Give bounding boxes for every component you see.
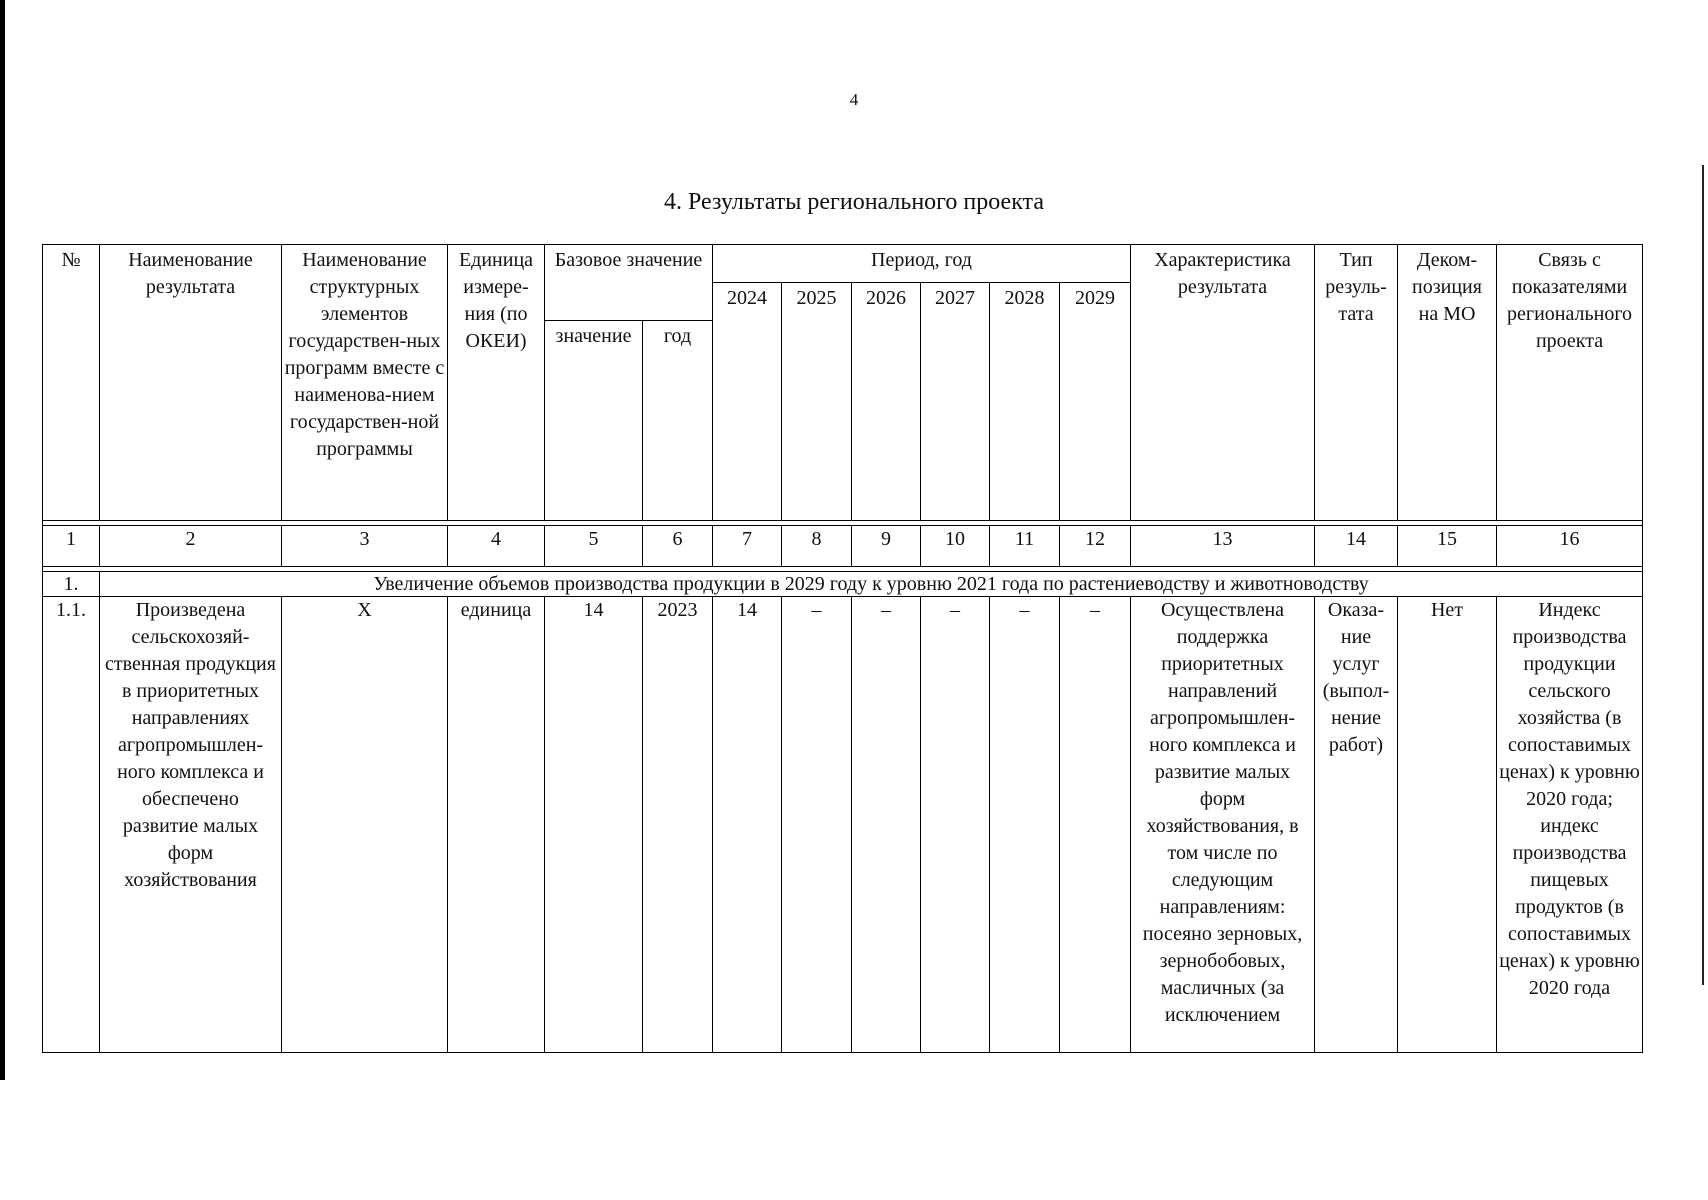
column-number: 14 bbox=[1315, 526, 1398, 567]
column-number: 1 bbox=[43, 526, 100, 567]
value-2027: – bbox=[921, 597, 990, 1053]
column-number: 6 bbox=[643, 526, 713, 567]
header-base-value-year: год bbox=[643, 321, 713, 521]
column-number: 4 bbox=[448, 526, 545, 567]
header-base-value-value: значение bbox=[545, 321, 643, 521]
page-title: 4. Результаты регионального проекта bbox=[664, 189, 1044, 215]
results-table bbox=[42, 244, 1643, 1053]
column-number-row bbox=[43, 526, 1643, 567]
section-number: 1. bbox=[43, 572, 100, 597]
scan-left-edge bbox=[0, 0, 5, 1080]
result-name: Произведена сельскохозяй-ственная продукция в приоритетных направлениях агропромышлен-ного комплекса и обеспечено развитие малых форм хозяйствования bbox=[100, 597, 282, 1053]
header-year-2029: 2029 bbox=[1060, 283, 1131, 521]
column-number: 12 bbox=[1060, 526, 1131, 567]
section-row bbox=[43, 572, 1643, 597]
header-year-2028: 2028 bbox=[990, 283, 1060, 521]
table-row bbox=[43, 597, 1643, 1053]
base-year: 2023 bbox=[643, 597, 713, 1053]
column-number: 5 bbox=[545, 526, 643, 567]
header-base-value: Базовое значение bbox=[545, 245, 713, 321]
header-year-2024: 2024 bbox=[713, 283, 782, 521]
header-period: Период, год bbox=[713, 245, 1131, 283]
result-characteristic: Осуществлена поддержка приоритетных направлений агропромышлен-ного комплекса и развитие малых форм хозяйствования, в том числе по следующим направлениям: посеяно зерновых, зернобобовых, масличных (за исключением bbox=[1131, 597, 1315, 1053]
column-number: 16 bbox=[1497, 526, 1643, 567]
column-number: 15 bbox=[1398, 526, 1497, 567]
header-result-name: Наименование результата bbox=[100, 245, 282, 521]
page-number: 4 bbox=[849, 90, 859, 109]
result-type: Оказа-ние услуг (выпол-нение работ) bbox=[1315, 597, 1398, 1053]
header-year-2026: 2026 bbox=[852, 283, 921, 521]
header-structural-elements: Наименование структурных элементов государствен-ных программ вместе с наименова-нием государствен-ной программы bbox=[282, 245, 448, 521]
column-number: 9 bbox=[852, 526, 921, 567]
structural-element: X bbox=[282, 597, 448, 1053]
column-number: 10 bbox=[921, 526, 990, 567]
unit-value: единица bbox=[448, 597, 545, 1053]
header-decomposition: Деком-позиция на МО bbox=[1398, 245, 1497, 521]
header-unit: Единица измере-ния (по ОКЕИ) bbox=[448, 245, 545, 521]
value-2026: – bbox=[852, 597, 921, 1053]
column-number: 3 bbox=[282, 526, 448, 567]
header-row-1 bbox=[43, 245, 1643, 283]
header-result-type: Тип резуль-тата bbox=[1315, 245, 1398, 521]
row-number: 1.1. bbox=[43, 597, 100, 1053]
value-2029: – bbox=[1060, 597, 1131, 1053]
decomposition-value: Нет bbox=[1398, 597, 1497, 1053]
value-2024: 14 bbox=[713, 597, 782, 1053]
header-number: № bbox=[43, 245, 100, 521]
column-number: 2 bbox=[100, 526, 282, 567]
header-link-indicators: Связь с показателями регионального проекта bbox=[1497, 245, 1643, 521]
link-indicators: Индекс производства продукции сельского хозяйства (в сопоставимых ценах) к уровню 2020 года; индекс производства пищевых продуктов (в сопоставимых ценах) к уровню 2020 года bbox=[1497, 597, 1643, 1053]
scan-right-edge bbox=[1702, 165, 1704, 985]
column-number: 11 bbox=[990, 526, 1060, 567]
value-2025: – bbox=[782, 597, 852, 1053]
column-number: 13 bbox=[1131, 526, 1315, 567]
header-characteristic: Характеристика результата bbox=[1131, 245, 1315, 521]
base-value: 14 bbox=[545, 597, 643, 1053]
column-number: 8 bbox=[782, 526, 852, 567]
section-title: Увеличение объемов производства продукции в 2029 году к уровню 2021 года по растениеводству и животноводству bbox=[100, 572, 1643, 597]
value-2028: – bbox=[990, 597, 1060, 1053]
header-year-2027: 2027 bbox=[921, 283, 990, 521]
header-year-2025: 2025 bbox=[782, 283, 852, 521]
column-number: 7 bbox=[713, 526, 782, 567]
